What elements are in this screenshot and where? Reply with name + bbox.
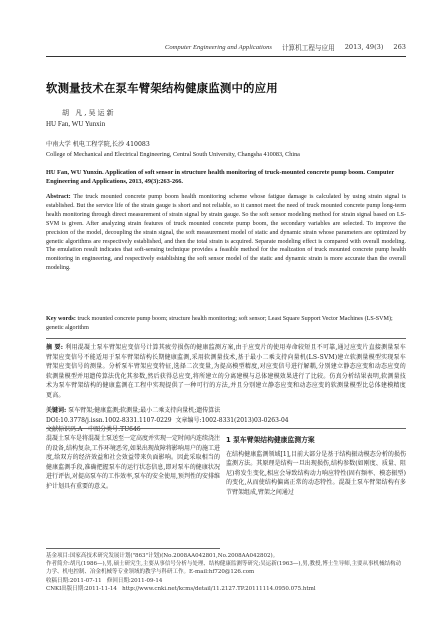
affiliation-en: College of Mechanical and Electrical Engineering, Central South University, Changsha 410083, China <box>46 151 300 158</box>
footnotes <box>46 552 406 593</box>
keywords-cn-text: 泵车臂架;健康监测;软测量;最小二乘支持向量机;遗传算法 <box>68 407 221 414</box>
doi: DOI:10.3778/j.issn.1002-8331.1107-0229 <box>46 417 172 424</box>
section-heading: 1 泵车臂架结构健康监测方案 <box>226 436 315 444</box>
volume-issue: 2013, 49(3) <box>344 43 384 51</box>
journal-name: Computer Engineering and Applications <box>164 43 272 51</box>
page-number: 263 <box>393 43 406 51</box>
abstract-cn-text: 利用混凝土泵车臂架应变信号计算其疲劳损伤的健康监测方案,由于应变片的使用寿命较短且不可靠,通过应变片直接测量泵车臂架应变信号不能适用于泵车臂架结构长期健康监测,采用软测量技术,基于最小二乘支持向量机(LS-SVM)建立软测量模型实现泵车臂架应变信号的测量。分析泵车臂架应变特征,选择二次变量,为提高模型精度,对应变信号进行解耦,分别建立静态应变和动态应变的软测量模型并用遗传算法优化其参数,然后获得总应变,将所建立的分离建模与总体建模效果进行了比较。仿真分析结果表明,软测量技术为泵车臂架结构的健康监测在工程中实现提供了一种可行的方法,并且分别建立静态应变和动态应变的软测量模型比总体建模精度更高。 <box>46 344 406 399</box>
clc-number: 中图分类号:TU646 <box>88 426 141 433</box>
cnki-note <box>46 585 406 593</box>
abstract-en-label: Abstract: <box>46 194 71 200</box>
classification-line <box>46 415 406 433</box>
body-column-right <box>226 434 406 498</box>
keywords-cn-label: 关键词: <box>46 407 67 414</box>
authors-en: HU Fan, WU Yunxin <box>46 120 106 128</box>
section-divider <box>46 338 406 339</box>
abstract-cn <box>46 343 406 400</box>
section-divider-2 <box>46 428 406 429</box>
author-note: 作者简介:胡凡(1986—),男,硕士研究生,主要从事信号分析与处理、结构健康监测等研究;吴运新(1963—),男,教授,博士生导师,主要从事机械结构动力学、机电控制、冶金机械等专业领域的教学与科研工作。E-mail:hf720@126.com <box>46 561 402 576</box>
received-date: 收稿日期:2011-07-11 <box>46 577 102 584</box>
keywords-cn <box>46 405 406 414</box>
revised-date: 修回日期:2011-09-14 <box>106 577 163 584</box>
fund-note: 基金项目:国家高技术研究发展计划("863"计划)(No.2008AA042801,No.2008AA042802)。 <box>46 553 279 559</box>
paper-title: 软测量技术在泵车臂架结构健康监测中的应用 <box>46 81 278 95</box>
section-paragraph: 在结构健康监测领域[1],目前大部分是基于结构振动模态分析的损伤监测方法。其原理是结构一旦出现损伤,结构参数(如刚度、质量、阻尼)将发生变化,相应会导致结构动力响应特性(固有频率、模态振型)的变化,从而使结构偏离正常的动态特性。混凝土泵车臂架结构有多节臂架组成,臂架之间通过 <box>226 450 406 496</box>
header-rule <box>46 56 406 57</box>
journal-name-cn: 计算机工程与应用 <box>281 44 335 52</box>
intro-paragraph: 混凝土泵车是将混凝土泵送至一定高度并实现一定时间内连续浇注的设备,结构复杂,工作环境恶劣,如果出现故障将影响用户的施工进度,给双方的经济效益和社会效益带来负面影响。因此采取相当的健康监测手段,准确把握泵车的运行状态信息,即对泵车的健康状况进行评估,对提高泵车的工作效率,泵车的安全使用,预判性的安排维护计划具有重要的意义。 <box>46 435 221 490</box>
dates-note <box>46 577 406 585</box>
abstract-cn-label: 摘 要: <box>46 344 64 351</box>
citation: HU Fan, WU Yunxin. Application of soft sensor in structure health monitoring of truck-mounted concrete pump boom. Computer Engineering and Applications, 2013, 49(3):263-266. <box>46 169 395 185</box>
cnki-date: CNKI出版日期:2011-11-14 <box>46 585 117 592</box>
running-header <box>46 40 406 54</box>
body-column-left <box>46 434 220 492</box>
abstract-en-text: The truck mounted concrete pump boom health monitoring scheme whose fatigue damage is calculated by using strain signal is established. But the service life of the strain gauge is short and not reliable, so it cannot meet the need of truck mounted concrete pump long-term health monitoring through direct measurement of strain signal by strain gauge. So the soft sensor modeling method for strain signal based on LS-SVM is given. After analyzing strain features of truck mounted concrete pump boom, the secondary variables are selected. To improve the precision of the model, decoupling the strain signal, the soft measurement model of static and dynamic strain whose parameters are optimized by genetic algorithms are respectively established, and then the total strain is acquired. Separate modeling effect is compared with overall modeling. The emulation result indicates that soft-sensing technique provides a feasible method for the realization of truck mounted concrete pump health monitoring in engineering, and respectively establishing the soft sensor model of the static and dynamic strain is more accurate than the overall modeling. <box>46 194 406 272</box>
keywords-en-label: Key words: <box>46 316 76 322</box>
document-code: 文献标识码:A <box>46 426 83 433</box>
abstract-en <box>46 193 406 273</box>
keywords-en <box>46 315 406 333</box>
footnote-rule <box>46 548 220 549</box>
authors-cn: 胡 凡,吴运新 <box>62 109 116 117</box>
keywords-en-text: truck mounted concrete pump boom; structure health monitoring; soft sensor; Least Square Support Vector Machines (LS-SVM); genetic algorithm <box>46 316 393 331</box>
affiliation-cn: 中南大学 机电工程学院,长沙 410083 <box>46 141 150 148</box>
cnki-url[interactable]: http://www.cnki.net/kcms/detail/11.2127.TP.20111114.0950.075.html <box>122 585 316 592</box>
article-number: 文章编号:1002-8331(2013)03-0263-04 <box>175 417 289 424</box>
